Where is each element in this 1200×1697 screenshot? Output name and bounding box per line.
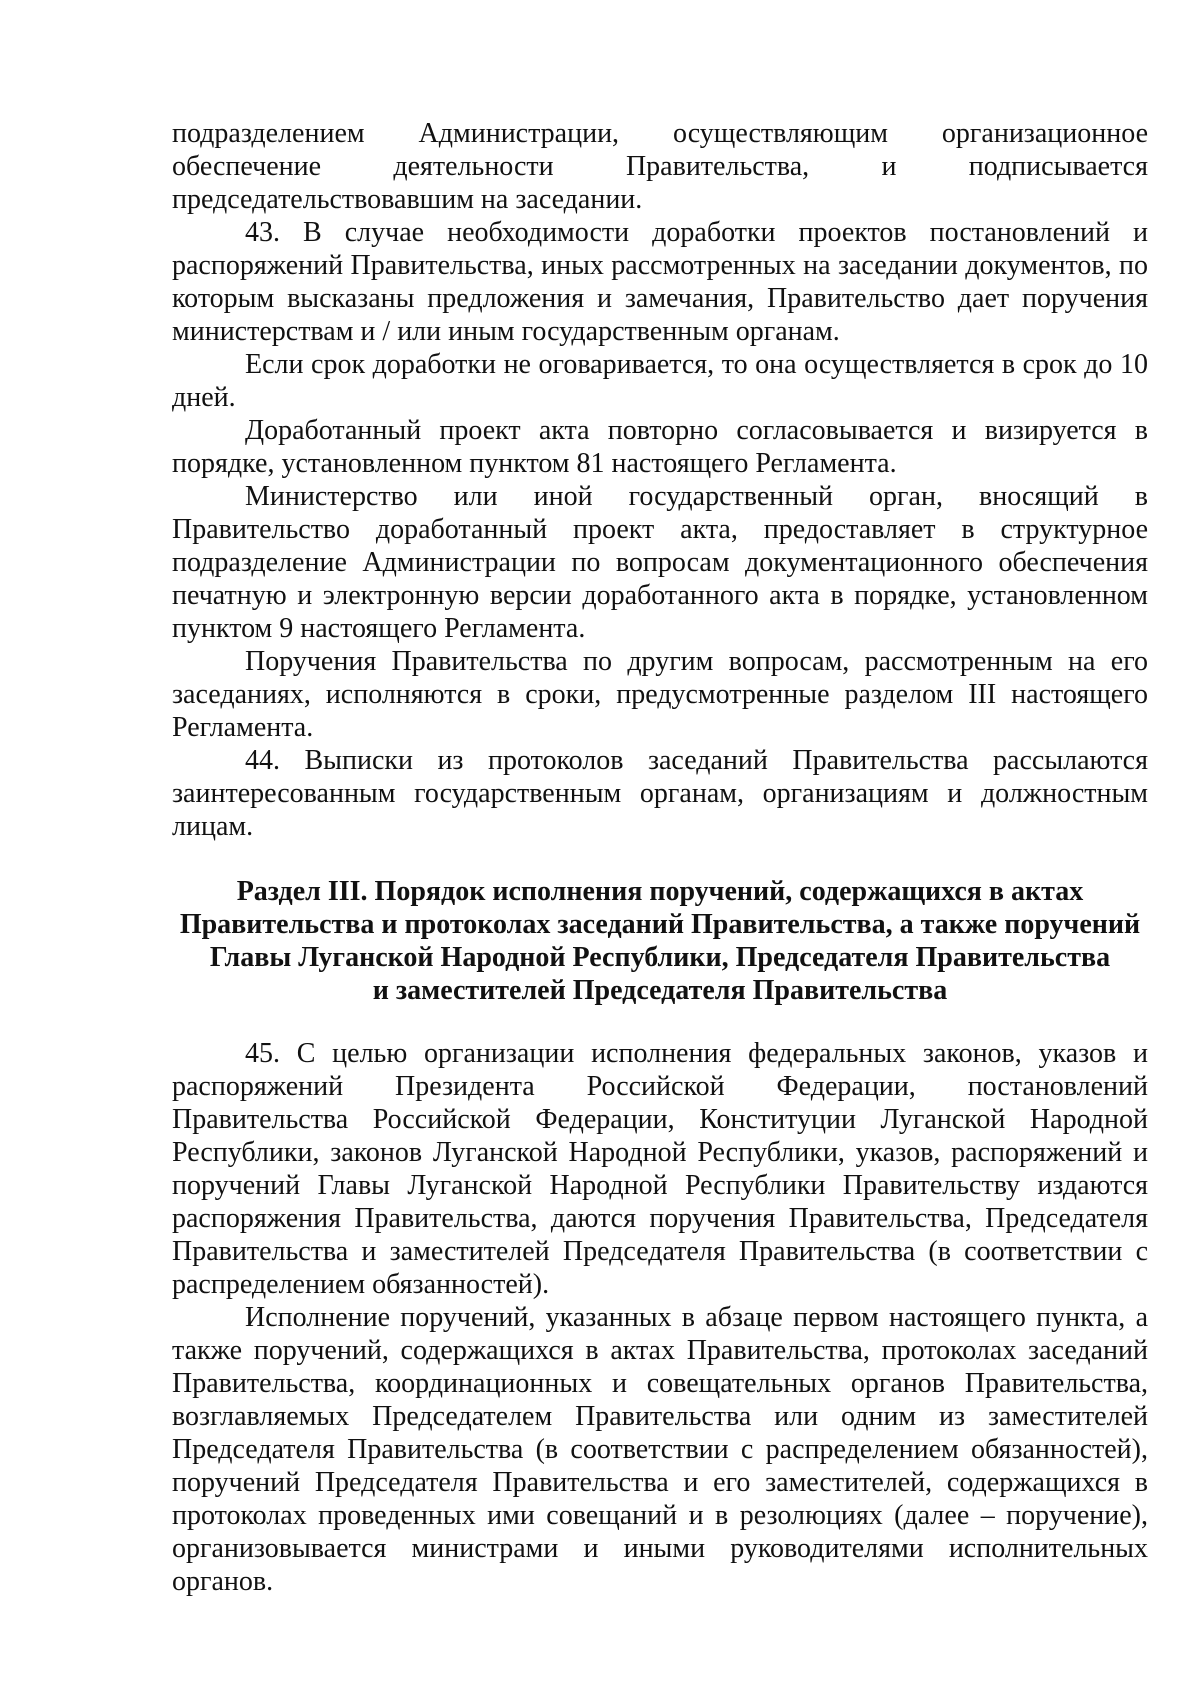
section-heading-line: Главы Луганской Народной Республики, Председателя Правительства <box>209 942 1111 973</box>
paragraph-item-45: 45. С целью организации исполнения федеральных законов, указов и распоряжений Президента Российской Федерации, постановлений Правительства Российской Федерации, Конституции Луганской Народной Республики, законов Луганской Народной Республики, указов, распоряжений и поручений Главы Луганской Народной Республики Правительству издаются распоряжения Правительства, даются поручения Правительства, Председателя Правительства и заместителей Председателя Правительства (в соответствии с распределением обязанностей). <box>172 1038 1148 1300</box>
paragraph-ministry-submission: Министерство или иной государственный орган, вносящий в Правительство доработанный проект акта, предоставляет в структурное подразделение Администрации по вопросам документационного обеспечения печатную и электронную версии доработанного акта в порядке, установленном пунктом 9 настоящего Регламента. <box>172 481 1148 644</box>
section-heading-line: Правительства и протоколах заседаний Правительства, а также поручений <box>179 909 1141 940</box>
paragraph-continuation: подразделением Администрации, осуществляющим организационное обеспечение деятельности Правительства, и подписывается председательствовавшим на заседании. <box>172 118 1148 215</box>
section-heading-line: Раздел III. Порядок исполнения поручений, содержащихся в актах <box>236 876 1084 907</box>
paragraph-revision-term: Если срок доработки не оговаривается, то она осуществляется в срок до 10 дней. <box>172 349 1148 413</box>
document-body <box>172 117 1148 1598</box>
section-heading-line: и заместителей Председателя Правительства <box>372 975 948 1006</box>
paragraph-execution-of-instructions: Исполнение поручений, указанных в абзаце первом настоящего пункта, а также поручений, содержащихся в актах Правительства, протоколах заседаний Правительства, координационных и совещательных органов Правительства, возглавляемых Председателем Правительства или одним из заместителей Председателя Правительства (в соответствии с распределением обязанностей), поручений Председателя Правительства и его заместителей, содержащихся в протоколах проведенных ими совещаний и в резолюциях (далее – поручение), организовывается министрами и иными руководителями исполнительных органов. <box>172 1302 1148 1597</box>
paragraph-revised-draft: Доработанный проект акта повторно согласовывается и визируется в порядке, установленном пунктом 81 настоящего Регламента. <box>172 415 1148 479</box>
paragraph-item-44: 44. Выписки из протоколов заседаний Правительства рассылаются заинтересованным государственным органам, организациям и должностным лицам. <box>172 745 1148 842</box>
section-heading <box>172 875 1148 1007</box>
paragraph-item-43: 43. В случае необходимости доработки проектов постановлений и распоряжений Правительства, иных рассмотренных на заседании документов, по которым высказаны предложения и замечания, Правительство дает поручения министерствам и / или иным государственным органам. <box>172 217 1148 347</box>
paragraph-other-instructions: Поручения Правительства по другим вопросам, рассмотренным на его заседаниях, исполняются в сроки, предусмотренные разделом III настоящего Регламента. <box>172 646 1148 743</box>
